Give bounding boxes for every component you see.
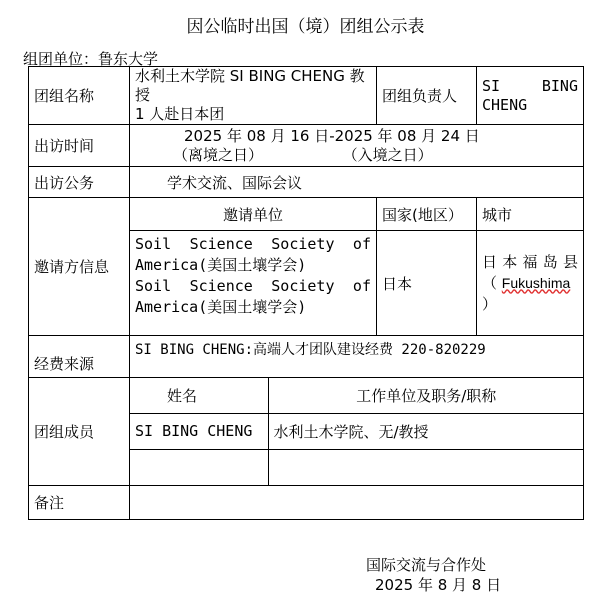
- inviter-unit-line2: America(美国土壤学会): [135, 256, 307, 274]
- entry-date-label: （入境之日）: [342, 145, 433, 164]
- inviter-unit-line3: Soil Science Society of: [135, 277, 371, 295]
- members-job-header: 工作单位及职务/职称: [268, 378, 584, 413]
- members-table: [130, 378, 584, 485]
- inviter-unit-line4: America(美国土壤学会): [135, 298, 307, 316]
- group-name-line2: 1 人赴日本团: [135, 105, 225, 123]
- group-leader-part3: CHENG: [482, 95, 528, 114]
- inviter-country-header: 国家(地区）: [377, 198, 477, 231]
- funding-value: SI BING CHENG:高端人才团队建设经费 220-820229: [130, 336, 584, 378]
- inviter-unit-value: [130, 231, 377, 336]
- visit-time-range: 2025 年 08 月 16 日-2025 年 08 月 24 日: [184, 126, 480, 145]
- inviter-unit-header: 邀请单位: [130, 198, 377, 231]
- members-label: 团组成员: [29, 378, 130, 486]
- exit-date-label: （离境之日）: [173, 145, 264, 164]
- visit-task-value: 学术交流、国际会议: [130, 167, 584, 198]
- inviter-city-value: [477, 231, 584, 336]
- table-row: [130, 449, 584, 485]
- member-job: 水利土木学院、无/教授: [268, 413, 584, 449]
- group-leader-part2: BING: [541, 76, 578, 95]
- row-members: [29, 378, 584, 486]
- issuing-office: 国际交流与合作处: [366, 556, 487, 574]
- member-name: [130, 449, 268, 485]
- inviter-label: 邀请方信息: [29, 198, 130, 336]
- row-group-name: [29, 67, 584, 125]
- group-leader-value: [477, 67, 584, 125]
- row-inviter-header: [29, 198, 584, 231]
- inviter-city-close-paren: ）: [482, 294, 498, 313]
- visit-time-value: [130, 125, 584, 167]
- group-leader-label: 团组负责人: [377, 67, 477, 125]
- inviter-city-english: Fukushima: [501, 274, 571, 291]
- page-title: 因公临时出国（境）团组公示表: [186, 17, 425, 37]
- remarks-label: 备注: [29, 486, 130, 520]
- group-name-value: [130, 67, 377, 125]
- members-name-header: 姓名: [130, 378, 268, 413]
- remarks-value: [130, 486, 584, 520]
- visit-task-label: 出访公务: [29, 167, 130, 198]
- group-name-line1: 水利土木学院 SI BING CHENG 教授: [135, 67, 365, 104]
- members-header-row: [130, 378, 584, 413]
- inviter-unit-line1: Soil Science Society of: [135, 235, 371, 253]
- member-job: [268, 449, 584, 485]
- member-name: SI BING CHENG: [130, 413, 268, 449]
- group-name-label: 团组名称: [29, 67, 130, 125]
- row-visit-time: [29, 125, 584, 167]
- inviter-city-open-paren: （: [482, 273, 498, 292]
- row-visit-task: [29, 167, 584, 198]
- funding-label: 经费来源: [29, 336, 130, 378]
- row-funding: [29, 336, 584, 378]
- inviter-city-line1: 日本福岛县: [482, 252, 578, 271]
- row-remarks: [29, 486, 584, 520]
- disclosure-table: [28, 66, 584, 520]
- issue-date: 2025 年 8 月 8 日: [375, 576, 502, 594]
- group-leader-part1: SI: [482, 76, 501, 95]
- visit-time-label: 出访时间: [29, 125, 130, 167]
- inviter-city-header: 城市: [477, 198, 584, 231]
- table-row: [130, 413, 584, 449]
- inviter-country-value: 日本: [377, 231, 477, 336]
- organizing-unit: 组团单位：鲁东大学: [23, 50, 159, 68]
